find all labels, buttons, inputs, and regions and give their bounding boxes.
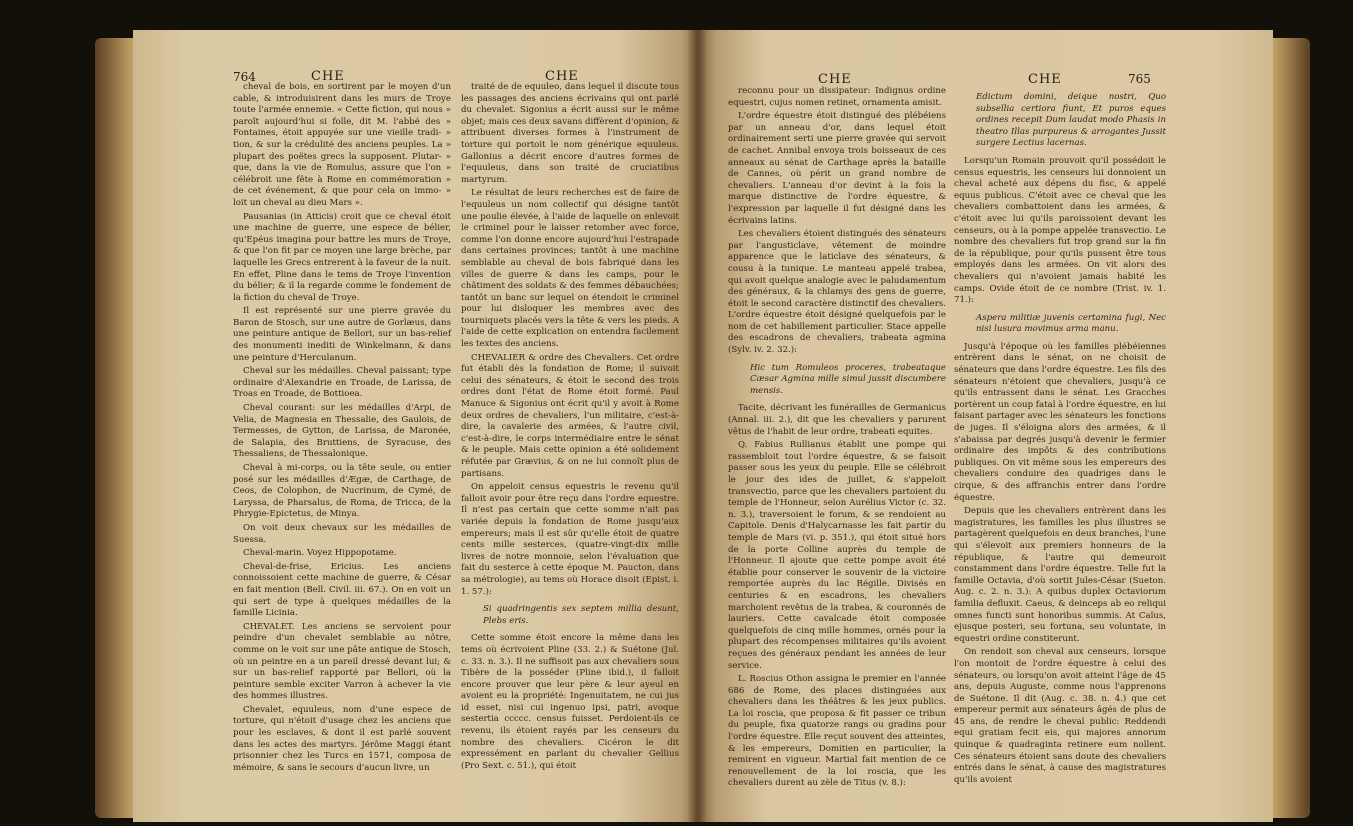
paragraph: Le résultat de leurs recherches est de faire de l'equuleus un nom collectif qui désigne tantôt une poulie élevée, à l'aide de laquelle on enlevoit le criminel pour le laisser retomber avec force, comme l'on donne encore aujourd'hui l'estrapade dans certaines provinces; tantôt à une machine semblable au cheval de bois fabriqué dans les villes de guerre & dans les camps, pour le châtiment des soldats & des femmes débauchées; tantôt un banc sur lequel on étendoit le criminel pour lui disloquer les membres avec des tourniquets placés vers la tête & vers les pieds. A l'aide de cette explication on entendra facilement les textes des anciens.: [461, 188, 679, 350]
paragraph: Cheval courant: sur les médailles d'Arpi, de Velia, de Magnesia en Thessalie, des Gaulois, de Termesses, de Gytton, de Larissa, de Maronée, de Salapia, des Bruttiens, de Syracuse, des Thessaliens, de Thessalonique.: [233, 403, 451, 460]
verse-quote: Aspera militiæ juvenis certamina fugi, Nec nisi lusura movimus arma manu.: [976, 312, 1166, 335]
paragraph: L. Roscius Othon assigna le premier en l'année 686 de Rome, des places distinguées aux chevaliers dans les théâtres & les jeux publics. La loi roscia, que proposa & fit passer ce tribun du peuple, fixa quatorze rangs ou gradins pour l'ordre équestre. Elle reçut souvent des atteintes, & les empereurs, Domitien en particulier, la remirent en vigueur. Martial fait mention de ce renouvellement de la loi roscia, que les chevaliers durent au zèle de Titus (v. 8.):: [728, 674, 946, 789]
paragraph: Tacite, décrivant les funérailles de Germanicus (Annal. iii. 2.), dit que les chevaliers y parurent vêtus de l'habit de leur ordre, trabeati equites.: [728, 403, 946, 437]
paragraph: Jusqu'à l'époque où les familles plébéiennes entrèrent dans le sénat, on ne choisit de sénateurs que dans l'ordre équestre. Les fils des sénateurs n'étoient que chevaliers, jusqu'à ce qu'ils entrassent dans le sénat. Les Gracches portèrent un coup fatal à l'ordre équestre, en lui faisant partager avec les sénateurs les fonctions de juges. Il s'éloigna alors des armées, & il s'abaissa par degrés jusqu'à devenir le fermier ordinaire des impôts & des contributions publiques. On vit même sous les empereurs des chevaliers conduire des quadriges dans le cirque, & des affranchis entrer dans l'ordre équestre.: [954, 341, 1166, 503]
paragraph: Les chevaliers étoient distingués des sénateurs par l'angusticlave, vêtement de moindre apparence que le laticlave des sénateurs, & cousu à la tunique. Le manteau appelé trabea, qui avoit quelque analogie avec le paludamentum des généraux, & la chlamys des gens de guerre, étoit le second caractère distinctif des chevaliers. L'ordre équestre étoit désigné quelquefois par le nom de cet habillement particulier. Stace appelle des escadrons de chevaliers, trabeata agmina (Sylv. iv. 2. 32.):: [728, 229, 946, 356]
paragraph: On rendoit son cheval aux censeurs, lorsque l'on montoit de l'ordre équestre à celui des sénateurs, ou lorsqu'on avoit atteint l'âge de 45 ans, depuis Auguste, comme nous l'apprenons de Suétone. Il dit (Aug. c. 38. n. 4.) que cet empereur permit aux sénateurs âgés de plus de 45 ans, de rendre le cheval public: Reddendi equi gratiam fecit eis, qui majores annorum quinque & quadraginta retinere eum nollent. Ces sénateurs étoient sans doute des chevaliers entrés dans le sénat, à cause des magistratures qu'ils avoient: [954, 647, 1166, 785]
paragraph: Depuis que les chevaliers entrèrent dans les magistratures, les familles les plus illustres se partagèrent quelquefois en deux branches, l'une qui s'élevoit aux premiers honneurs de la république, & l'autre qui demeuroit constamment dans l'ordre équestre. Telle fut la famille Octavia, d'où sortit Jules-César (Sueton. Aug. c. 2. n. 3.): A quibus duplex Octaviorum familia defluxit. Caeus, & deinceps ab eo reliqui omnes functi sunt honoribus summis. At Caïus, ejusque posteri, seu fortuna, seu voluntate, in equestri ordine constiterunt.: [954, 506, 1166, 644]
left-running-head-2: CHE: [545, 69, 579, 84]
paragraph: CHEVALIER & ordre des Chevaliers. Cet ordre fut établi dès la fondation de Rome; il suivoit celui des sénateurs, & étoit le second des trois ordres dont l'état de Rome étoit formé. Paul Manuce & Sigonius ont écrit qu'il y avoit à Rome deux ordres de chevaliers, l'un militaire, c'est-à-dire, la cavalerie des armées, & l'autre civil, c'est-à-dire, le corps intermédiaire entre le sénat & le peuple. Mais cette opinion a été solidement réfutée par Grævius, & on ne lui connoît plus de partisans.: [461, 352, 679, 479]
right-page-column-1: [728, 86, 946, 792]
right-page-edges: [1270, 38, 1310, 818]
paragraph: L'ordre équestre étoit distingué des plébéiens par un anneau d'or, dans lequel étoit ordinairement serti une pierre gravée qui servoit de cachet. Annibal envoya trois boisseaux de ces anneaux au sénat de Carthage après la bataille de Cannes, où périt un grand nombre de chevaliers. L'anneau d'or devint à la fois la marque distinctive de l'ordre équestre, & l'expression par laquelle il fut désigné dans les écrivains latins.: [728, 111, 946, 226]
open-book: [95, 30, 1310, 822]
paragraph: Cheval à mi-corps, ou la tête seule, ou entier posé sur les médailles d'Ægæ, de Carthage, de Ceos, de Colophon, de Nucrinum, de Cymé, de Laryssa, de Pharsalus, de Roma, de Tricca, de la Phrygie-Epictetus, de Minya.: [233, 463, 451, 520]
paragraph: reconnu pour un dissipateur: Indignus ordine equestri, cujus nomen retinet, ornamenta amisit.: [728, 86, 946, 108]
paragraph: Cheval sur les médailles. Cheval paissant; type ordinaire d'Alexandrie en Troade, de Larissa, de Troas en Troade, de Bottioea.: [233, 366, 451, 400]
right-page: [698, 30, 1273, 822]
left-page-column-2: [461, 82, 679, 774]
verse-quote: Si quadringentis sex septem millia desunt, Plebs eris.: [483, 604, 679, 626]
left-page-edges: [95, 38, 137, 818]
paragraph: On voit deux chevaux sur les médailles de Suessa.: [233, 522, 451, 545]
paragraph: Chevalet, equuleus, nom d'une espece de torture, qui n'étoit d'usage chez les anciens que pour les esclaves, & dont il est parlé souvent dans les actes des martyrs. Jérôme Maggi étant prisonnier chez les Turcs en 1571, composa de mémoire, & sans le secours d'aucun livre, un: [233, 704, 451, 773]
left-page-column-1: [233, 82, 451, 776]
paragraph: Cheval-marin. Voyez Hippopotame.: [243, 548, 397, 559]
verse-quote: Edictum domini, deique nostri, Quo subsellia certiora fiunt, Et puros eques ordines recepit Dum laudat modo Phasis in theatro Illas purpureus & arrogantes Jussit surgere Lectius lacernas.: [976, 92, 1166, 149]
paragraph: Cette somme étoit encore la même dans les tems où écrivoient Pline (33. 2.) & Suétone (Jul. c. 33. n. 3.). Il ne suffisoit pas aux chevaliers sous Tibère de la posséder (Pline ibid.), il falloit encore prouver que leur père & leur ayeul en avoient eu la propriété: Ingenuitatem, ne cui jus id esset, nisi cui ingenuo ipsi, patri, avoque sestertia ccccc. census fuisset. Perdoient-ils ce revenu, ils étoient rayés par les censeurs du nombre des chevaliers. Cicéron le dit expressément en parlant du chevalier Gellius (Pro Sext. c. 51.), qui étoit: [461, 633, 679, 771]
paragraph: cheval de bois, en sortirent par le moyen d'un cable, & introduisirent dans les murs de Troye toute l'armée ennemie. « Cette fiction, qui nous » paroît aujourd'hui si folle, dit M. l'abbé des » Fontaines, étoit appuyée sur une vieille tradi- » tion, & sur la crédulité des anciens peuples. La » plupart des poëtes grecs la supposent. Plutar- » que, dans la vie de Romulus, assure que l'on » célébroit une fête à Rome en commémoration » de cet événement, & que pour cela on immo- » loit un cheval au dieu Mars ».: [233, 82, 451, 208]
paragraph: Q. Fabius Rullianus établit une pompe qui rassembloit tout l'ordre équestre, & se faisoit passer sous les yeux du peuple. Elle se célébroit le jour des ides de juillet, & s'appeloit transvectio, parce que les chevaliers partoient du temple de l'Honneur, selon Aurélius Victor (c. 32. n. 3.), traversoient le forum, & se rendoient au Capitole. Denis d'Halycarnasse les fait partir du temple de Mars (vi. p. 351.), qui étoit situé hors de la porte Colline auprès du temple de l'Honneur. Il ajoute que cette pompe avoit été établie pour conserver le souvenir de la victoire remportée auprès du lac Régille. Divisés en centuries & en escadrons, les chevaliers marchoient revêtus de la trabea, & couronnés de lauriers. Cette cavalcade étoit composée quelquefois de cinq mille hommes, ornés pour la plupart des récompenses militaires qu'ils avoient reçues des généraux pendant les années de leur service.: [728, 440, 946, 671]
left-page-number: 764: [233, 70, 256, 84]
right-page-number: 765: [1128, 72, 1151, 86]
paragraph: Il est représenté sur une pierre gravée du Baron de Stosch, sur une autre de Gorlæus, dans une peinture antique de Bellori, sur un bas-relief des monumenti inediti de Winkelmann, & dans une peinture d'Herculanum.: [233, 306, 451, 363]
paragraph: CHEVALET. Les anciens se servoient pour peindre d'un chevalet semblable au nôtre, comme on le voit sur une pâte antique de Stosch, où un peintre en a un pareil dressé devant lui; & sur un bas-relief rapporté par Bellori, où la peinture semble exciter Varron à achever la vie des hommes illustres.: [233, 621, 451, 702]
verse-quote: Hic tum Romuleos proceres, trabeataque Cæsar Agmina mille simul jussit discumbere mensis.: [750, 362, 946, 396]
paragraph: Pausanias (in Atticis) croit que ce cheval étoit une machine de guerre, une espece de bélier, qu'Epéus imagina pour battre les murs de Troye, & que l'on fit par ce moyen une large brèche, par laquelle les Grecs entrerent à la faveur de la nuit. En effet, Pline dans le tems de Troye l'invention du bélier; & il la regarde comme le fondement de la fiction du cheval de Troye.: [233, 211, 451, 303]
book-gutter: [687, 30, 707, 822]
paragraph: traité de de equuleo, dans lequel il discute tous les passages des anciens écrivains qui ont parlé du chevalet. Sigonius a écrit aussi sur le même objet; mais ces deux savans diffèrent d'opinion, & attribuent diverses formes à l'instrument de torture qui portoit le nom générique equuleus. Gallonius a décrit encore d'autres formes de l'equuleus, dans son traité de cruciatibus martyrum.: [461, 82, 679, 185]
right-page-column-2: [954, 86, 1166, 788]
paragraph: On appeloit census equestris le revenu qu'il falloit avoir pour être reçu dans l'ordre equestre. Il n'est pas certain que cette somme n'ait pas variée depuis la fondation de Rome jusqu'aux empereurs; mais il est sûr qu'elle étoit de quatre cents mille sesterces, (quatre-vingt-dix mille livres de notre monnoie, selon l'évaluation que fait du sesterce à cette époque M. Paucton, dans sa métrologie), au tems où Horace disoit (Epist. i. 1. 57.):: [461, 482, 679, 597]
right-running-head-2: CHE: [1028, 72, 1062, 87]
paragraph: Cheval-de-frise, Ericius. Les anciens connoissoient cette machine de guerre, & César en fait mention (Bell. Civil. iii. 67.). On en voit un qui sert de type à quelques médailles de la famille Licinia.: [233, 561, 451, 619]
left-page: [133, 30, 698, 822]
paragraph: Lorsqu'un Romain prouvoit qu'il possédoit le census equestris, les censeurs lui donnoient un cheval acheté aux dépens du fisc, & appelé equus publicus. C'étoit avec ce cheval que les chevaliers combattoient dans les armées, & c'étoit avec lui qu'ils paroissoient devant les censeurs, ou à la pompe appelée transvectio. Le nombre des chevaliers fut trop grand sur la fin de la république, pour qu'ils pussent être tous employés dans les armées. On vit alors des chevaliers qui n'avoient jamais habité les camps. Ovide étoit de ce nombre (Trist. iv. 1. 71.):: [954, 155, 1166, 306]
left-running-head-1: CHE: [311, 69, 345, 84]
right-running-head-1: CHE: [818, 72, 852, 87]
